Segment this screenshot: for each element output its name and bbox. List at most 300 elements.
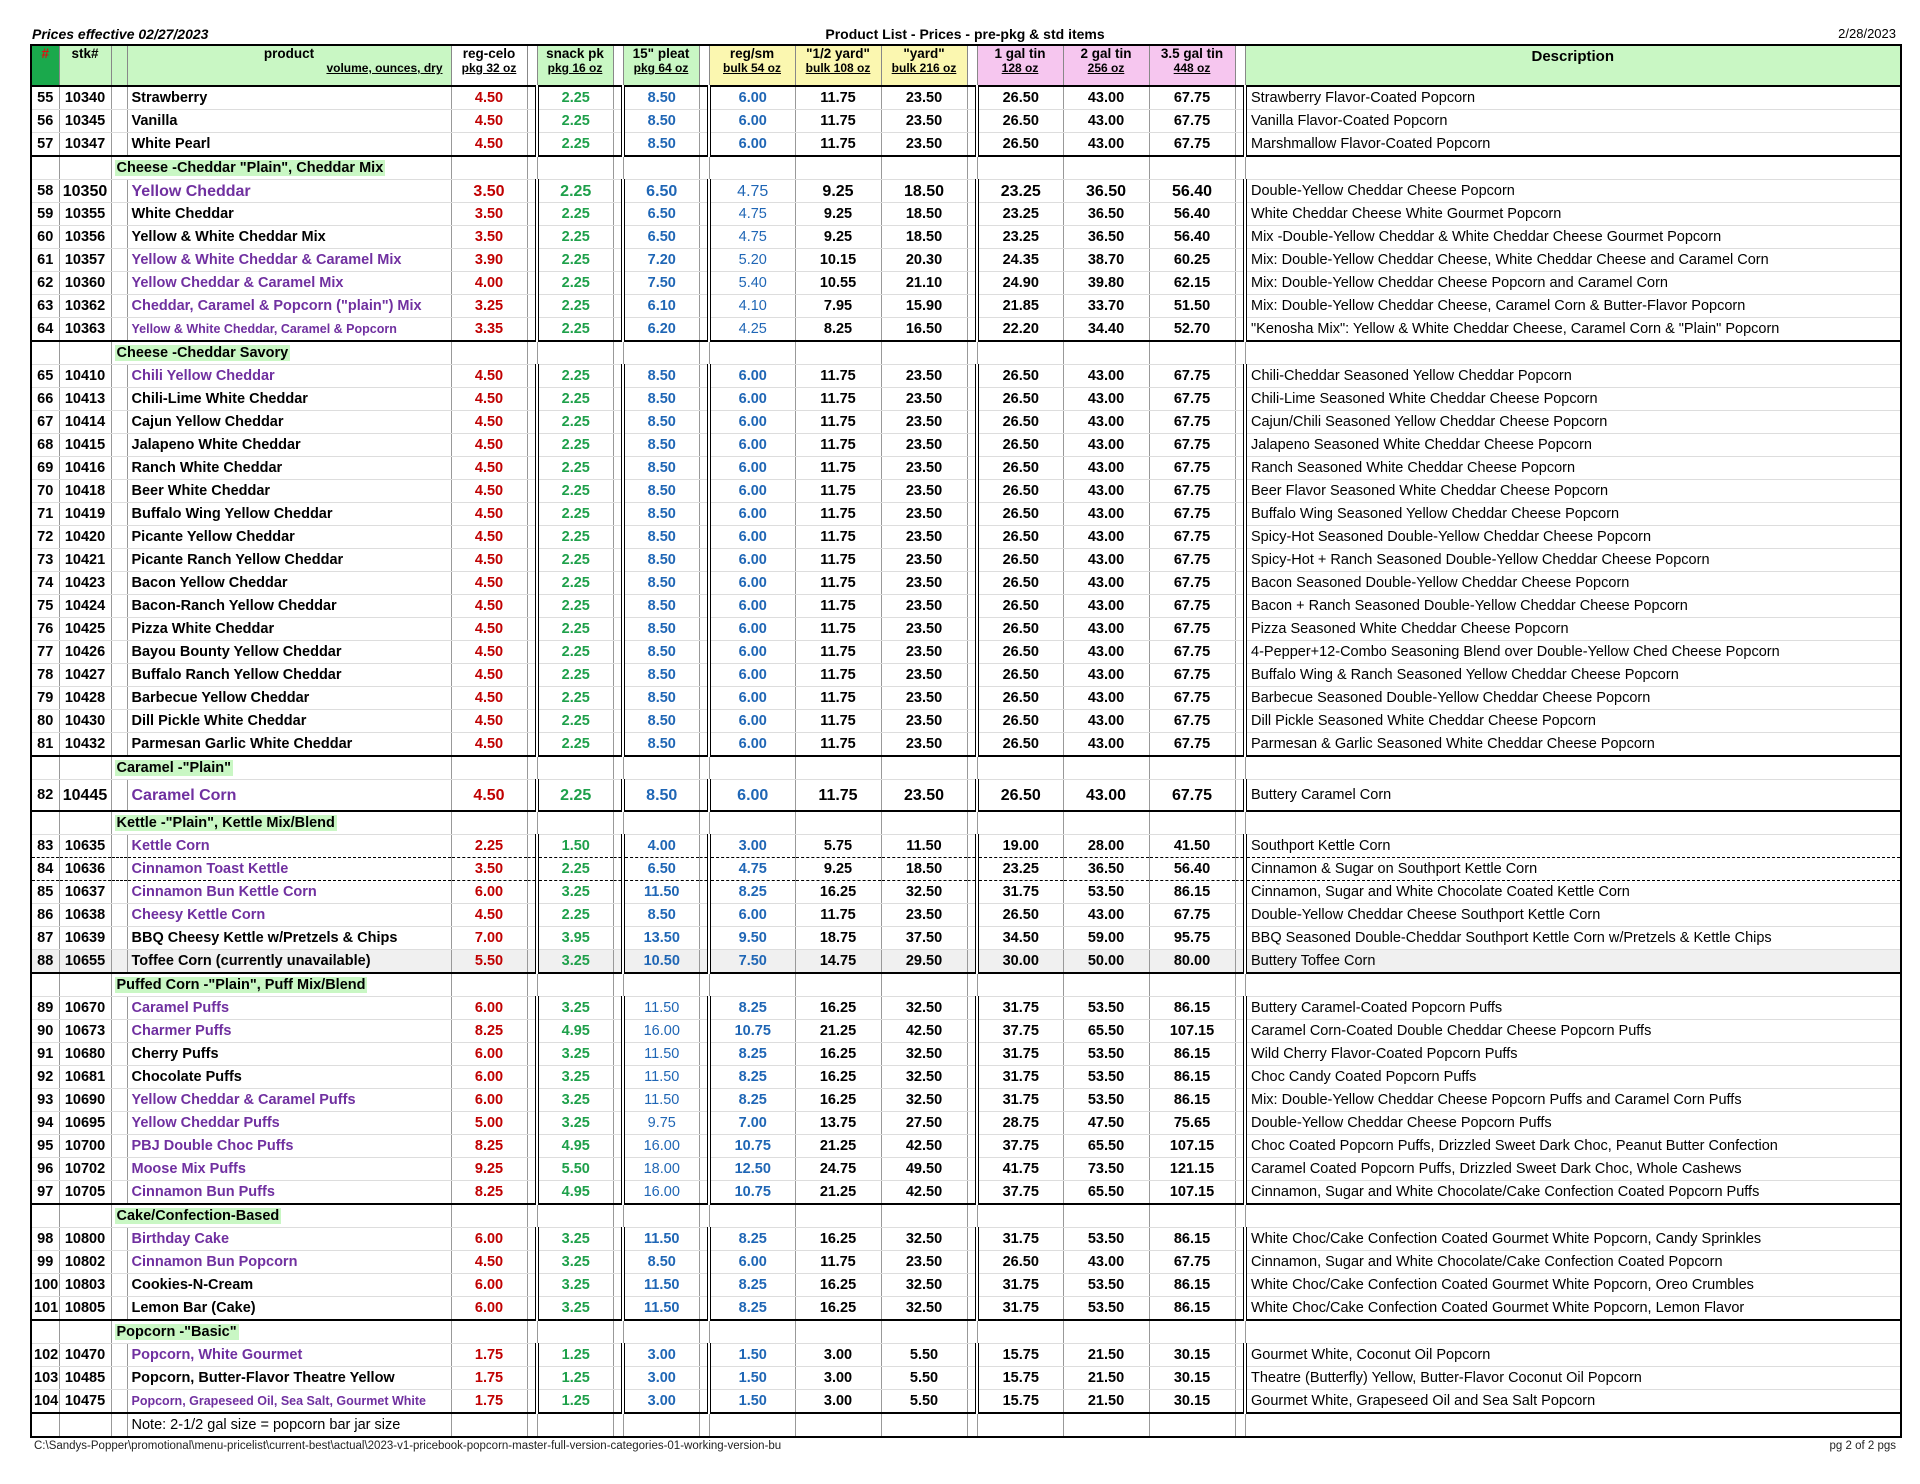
price-cell: 2.25 [537, 411, 613, 434]
product-description: Theatre (Butterfly) Yellow, Butter-Flavor Coconut Oil Popcorn [1245, 1367, 1901, 1390]
separator [699, 203, 709, 226]
cat-blank [1235, 756, 1245, 780]
separator [699, 780, 709, 812]
price-cell: 1.25 [537, 1344, 613, 1367]
price-cell: 43.00 [1063, 687, 1149, 710]
separator [527, 249, 537, 272]
product-row [31, 1228, 1901, 1251]
separator [613, 1112, 623, 1135]
product-row [31, 1020, 1901, 1043]
price-cell: 107.15 [1149, 1020, 1235, 1043]
price-cell: 43.00 [1063, 110, 1149, 133]
price-cell: 67.75 [1149, 1251, 1235, 1274]
price-cell: 8.50 [623, 411, 699, 434]
separator [967, 1020, 977, 1043]
product-name: Bayou Bounty Yellow Cheddar [127, 641, 451, 664]
separator [967, 457, 977, 480]
col-product: product volume, ounces, dry [127, 45, 451, 86]
price-cell: 6.00 [709, 110, 795, 133]
price-cell: 21.10 [881, 272, 967, 295]
separator [1235, 710, 1245, 733]
gap [111, 1181, 127, 1205]
cat-blank [977, 973, 1063, 997]
row-number: 92 [31, 1066, 59, 1089]
price-cell: 11.75 [795, 1251, 881, 1274]
cat-blank [537, 1204, 613, 1228]
cat-blank [527, 756, 537, 780]
price-cell: 2.25 [537, 526, 613, 549]
price-cell: 16.25 [795, 997, 881, 1020]
price-cell: 11.50 [623, 1043, 699, 1066]
price-cell: 8.50 [623, 904, 699, 927]
price-cell: 6.00 [451, 1043, 527, 1066]
price-cell: 53.50 [1063, 1274, 1149, 1297]
row-number: 81 [31, 733, 59, 757]
price-cell: 67.75 [1149, 549, 1235, 572]
separator [527, 180, 537, 203]
separator [613, 411, 623, 434]
separator [967, 203, 977, 226]
separator [699, 710, 709, 733]
price-cell: 26.50 [977, 780, 1063, 812]
price-cell: 4.50 [451, 710, 527, 733]
price-cell: 15.75 [977, 1390, 1063, 1414]
separator [699, 927, 709, 950]
separator [967, 1043, 977, 1066]
price-cell: 86.15 [1149, 1066, 1235, 1089]
product-row [31, 86, 1901, 110]
price-cell: 8.50 [623, 572, 699, 595]
gap [111, 365, 127, 388]
separator [699, 1043, 709, 1066]
col-gal2: 2 gal tin 256 oz [1063, 45, 1149, 86]
page-title: Product List - Prices - pre-pkg & std items [825, 26, 1105, 42]
cat-blank [709, 756, 795, 780]
separator [613, 618, 623, 641]
price-cell: 32.50 [881, 1274, 967, 1297]
cat-blank [795, 1204, 881, 1228]
price-cell: 67.75 [1149, 133, 1235, 157]
separator [699, 1181, 709, 1205]
gap [111, 1158, 127, 1181]
row-number: 100 [31, 1274, 59, 1297]
stock-number: 10803 [59, 1274, 111, 1297]
separator [967, 927, 977, 950]
separator [967, 549, 977, 572]
separator [527, 549, 537, 572]
price-cell: 3.95 [537, 927, 613, 950]
price-cell: 67.75 [1149, 904, 1235, 927]
product-row [31, 549, 1901, 572]
price-cell: 11.75 [795, 411, 881, 434]
gap [111, 858, 127, 881]
price-cell: 2.25 [537, 710, 613, 733]
price-cell: 23.50 [881, 526, 967, 549]
price-cell: 11.50 [881, 835, 967, 858]
separator [527, 1251, 537, 1274]
price-cell: 6.20 [623, 318, 699, 342]
separator [613, 318, 623, 342]
separator [527, 480, 537, 503]
separator [527, 272, 537, 295]
price-cell: 67.75 [1149, 641, 1235, 664]
product-description: BBQ Seasoned Double-Cheddar Southport Kettle Corn w/Pretzels & Kettle Chips [1245, 927, 1901, 950]
price-cell: 9.25 [451, 1158, 527, 1181]
price-cell: 15.90 [881, 295, 967, 318]
category-row [31, 1320, 1901, 1344]
price-cell: 16.00 [623, 1020, 699, 1043]
product-name: Caramel Puffs [127, 997, 451, 1020]
price-cell: 4.50 [451, 503, 527, 526]
stock-number: 10424 [59, 595, 111, 618]
price-cell: 2.25 [537, 664, 613, 687]
col-description: Description [1245, 45, 1901, 86]
cat-blank [1245, 973, 1901, 997]
price-cell: 6.00 [709, 733, 795, 757]
cat-blank [709, 1204, 795, 1228]
separator [613, 687, 623, 710]
product-name: Yellow & White Cheddar Mix [127, 226, 451, 249]
separator [613, 997, 623, 1020]
price-cell: 4.50 [451, 86, 527, 110]
price-cell: 26.50 [977, 595, 1063, 618]
note-blank [795, 1413, 881, 1437]
row-number: 67 [31, 411, 59, 434]
separator [527, 365, 537, 388]
product-description: Bacon + Ranch Seasoned Double-Yellow Cheddar Cheese Popcorn [1245, 595, 1901, 618]
separator [1235, 780, 1245, 812]
price-cell: 14.75 [795, 950, 881, 974]
price-cell: 4.95 [537, 1135, 613, 1158]
price-cell: 6.00 [451, 1066, 527, 1089]
stock-number: 10423 [59, 572, 111, 595]
separator [699, 549, 709, 572]
price-cell: 43.00 [1063, 388, 1149, 411]
price-cell: 24.90 [977, 272, 1063, 295]
price-cell: 5.75 [795, 835, 881, 858]
price-cell: 80.00 [1149, 950, 1235, 974]
separator [1235, 365, 1245, 388]
cat-blank [699, 756, 709, 780]
price-cell: 11.75 [795, 549, 881, 572]
price-cell: 16.25 [795, 1297, 881, 1321]
price-cell: 6.00 [709, 618, 795, 641]
price-cell: 2.25 [537, 503, 613, 526]
product-description: Ranch Seasoned White Cheddar Cheese Popcorn [1245, 457, 1901, 480]
product-row [31, 318, 1901, 342]
price-cell: 3.00 [795, 1390, 881, 1414]
note-blank [451, 1413, 527, 1437]
price-cell: 37.50 [881, 927, 967, 950]
price-cell: 11.75 [795, 526, 881, 549]
product-row [31, 272, 1901, 295]
price-cell: 3.00 [623, 1367, 699, 1390]
cat-blank [613, 156, 623, 180]
stock-number: 10637 [59, 881, 111, 904]
product-description: Buffalo Wing Seasoned Yellow Cheddar Cheese Popcorn [1245, 503, 1901, 526]
price-cell: 43.00 [1063, 904, 1149, 927]
cat-blank [1235, 811, 1245, 835]
stock-number: 10800 [59, 1228, 111, 1251]
cat-blank [451, 341, 527, 365]
separator [699, 272, 709, 295]
note-blank [613, 1413, 623, 1437]
price-cell: 5.50 [881, 1344, 967, 1367]
price-cell: 3.00 [795, 1344, 881, 1367]
price-cell: 4.50 [451, 526, 527, 549]
note-blank [31, 1413, 59, 1437]
price-list-page [30, 24, 1900, 1452]
category-row [31, 973, 1901, 997]
price-cell: 32.50 [881, 1089, 967, 1112]
separator [699, 86, 709, 110]
product-row [31, 1344, 1901, 1367]
price-cell: 23.50 [881, 641, 967, 664]
category-title: Cheese -Cheddar "Plain", Cheddar Mix [116, 159, 384, 176]
cat-stk-blank [59, 973, 111, 997]
price-cell: 6.50 [623, 858, 699, 881]
product-description: Cinnamon, Sugar and White Chocolate/Cake Confection Coated Popcorn Puffs [1245, 1181, 1901, 1205]
separator [699, 1390, 709, 1414]
cat-blank [613, 1320, 623, 1344]
row-number: 63 [31, 295, 59, 318]
separator [967, 1228, 977, 1251]
separator [1235, 318, 1245, 342]
separator [1235, 133, 1245, 157]
product-description: Chili-Cheddar Seasoned Yellow Cheddar Popcorn [1245, 365, 1901, 388]
cat-blank [1063, 341, 1149, 365]
row-number: 90 [31, 1020, 59, 1043]
separator [613, 1020, 623, 1043]
price-cell: 43.00 [1063, 503, 1149, 526]
price-cell: 3.00 [795, 1367, 881, 1390]
gap [111, 687, 127, 710]
separator [1235, 110, 1245, 133]
cat-blank [881, 1204, 967, 1228]
price-cell: 8.25 [451, 1020, 527, 1043]
separator [967, 687, 977, 710]
header-row [31, 45, 1901, 86]
row-number: 80 [31, 710, 59, 733]
price-cell: 21.25 [795, 1135, 881, 1158]
price-cell: 32.50 [881, 1228, 967, 1251]
cat-blank [527, 1320, 537, 1344]
row-number: 104 [31, 1390, 59, 1414]
category-title: Popcorn -"Basic" [116, 1323, 237, 1340]
price-cell: 8.50 [623, 687, 699, 710]
price-cell: 56.40 [1149, 203, 1235, 226]
separator [967, 388, 977, 411]
price-cell: 2.25 [537, 365, 613, 388]
price-cell: 3.25 [451, 295, 527, 318]
price-cell: 4.50 [451, 1251, 527, 1274]
row-number: 103 [31, 1367, 59, 1390]
product-name: Barbecue Yellow Cheddar [127, 687, 451, 710]
price-cell: 16.25 [795, 1228, 881, 1251]
price-cell: 2.25 [537, 318, 613, 342]
category-label [111, 973, 451, 997]
separator [967, 1135, 977, 1158]
separator [613, 1043, 623, 1066]
price-cell: 26.50 [977, 503, 1063, 526]
product-description: Choc Candy Coated Popcorn Puffs [1245, 1066, 1901, 1089]
price-cell: 3.25 [537, 1228, 613, 1251]
row-number: 70 [31, 480, 59, 503]
price-cell: 8.25 [709, 881, 795, 904]
price-cell: 67.75 [1149, 687, 1235, 710]
cat-blank [709, 973, 795, 997]
separator [1235, 950, 1245, 974]
price-cell: 8.25 [709, 1228, 795, 1251]
gap [111, 1251, 127, 1274]
gap [111, 1066, 127, 1089]
separator [699, 1367, 709, 1390]
price-cell: 5.50 [451, 950, 527, 974]
separator [967, 1390, 977, 1414]
separator [527, 904, 537, 927]
price-cell: 8.50 [623, 434, 699, 457]
product-row [31, 664, 1901, 687]
price-cell: 23.50 [881, 365, 967, 388]
row-number: 102 [31, 1344, 59, 1367]
price-cell: 26.50 [977, 687, 1063, 710]
separator [967, 503, 977, 526]
separator [699, 572, 709, 595]
cat-blank [537, 341, 613, 365]
col-num: # [31, 45, 59, 86]
price-cell: 4.95 [537, 1020, 613, 1043]
price-cell: 11.50 [623, 997, 699, 1020]
gap [111, 595, 127, 618]
separator [967, 641, 977, 664]
separator [699, 664, 709, 687]
cat-blank [1235, 973, 1245, 997]
price-cell: 60.25 [1149, 249, 1235, 272]
separator [1235, 1228, 1245, 1251]
price-cell: 8.50 [623, 641, 699, 664]
row-number: 60 [31, 226, 59, 249]
price-cell: 23.50 [881, 618, 967, 641]
price-cell: 21.50 [1063, 1390, 1149, 1414]
gap [111, 526, 127, 549]
separator [967, 365, 977, 388]
cat-stk-blank [59, 341, 111, 365]
stock-number: 10350 [59, 180, 111, 203]
price-cell: 67.75 [1149, 480, 1235, 503]
price-cell: 7.20 [623, 249, 699, 272]
product-name: Parmesan Garlic White Cheddar [127, 733, 451, 757]
price-cell: 43.00 [1063, 365, 1149, 388]
price-cell: 6.00 [451, 1297, 527, 1321]
gap [111, 1043, 127, 1066]
price-cell: 6.00 [709, 388, 795, 411]
note-row [31, 1413, 1901, 1437]
product-name: Bacon-Ranch Yellow Cheddar [127, 595, 451, 618]
separator [967, 710, 977, 733]
gap [111, 1274, 127, 1297]
price-cell: 9.25 [795, 203, 881, 226]
cat-blank [1149, 156, 1235, 180]
price-cell: 2.25 [537, 203, 613, 226]
price-cell: 42.50 [881, 1135, 967, 1158]
price-cell: 22.20 [977, 318, 1063, 342]
separator [699, 1112, 709, 1135]
separator [527, 664, 537, 687]
price-cell: 3.50 [451, 858, 527, 881]
price-cell: 8.25 [709, 1274, 795, 1297]
price-cell: 43.00 [1063, 457, 1149, 480]
price-cell: 37.75 [977, 1181, 1063, 1205]
gap [111, 1367, 127, 1390]
cat-blank [537, 156, 613, 180]
price-cell: 3.25 [537, 997, 613, 1020]
price-cell: 8.50 [623, 710, 699, 733]
separator [967, 1251, 977, 1274]
cat-blank [623, 156, 699, 180]
price-cell: 21.50 [1063, 1367, 1149, 1390]
page-number: pg 2 of 2 pgs [1829, 1440, 1896, 1452]
price-cell: 43.00 [1063, 710, 1149, 733]
price-cell: 23.50 [881, 1251, 967, 1274]
price-cell: 11.50 [623, 881, 699, 904]
gap [111, 780, 127, 812]
stock-number: 10802 [59, 1251, 111, 1274]
price-cell: 23.50 [881, 434, 967, 457]
row-number: 71 [31, 503, 59, 526]
separator [527, 133, 537, 157]
row-number: 91 [31, 1043, 59, 1066]
cat-blank [977, 756, 1063, 780]
separator [527, 434, 537, 457]
gap [111, 881, 127, 904]
product-description: White Cheddar Cheese White Gourmet Popcorn [1245, 203, 1901, 226]
separator [699, 1297, 709, 1321]
product-description: Bacon Seasoned Double-Yellow Cheddar Cheese Popcorn [1245, 572, 1901, 595]
price-cell: 67.75 [1149, 388, 1235, 411]
separator [699, 249, 709, 272]
price-cell: 2.25 [537, 572, 613, 595]
product-description: Dill Pickle Seasoned White Cheddar Cheese Popcorn [1245, 710, 1901, 733]
effective-date: Prices effective 02/27/2023 [32, 26, 209, 42]
price-cell: 43.00 [1063, 1251, 1149, 1274]
separator [527, 226, 537, 249]
separator [699, 180, 709, 203]
price-cell: 8.50 [623, 664, 699, 687]
cat-num-blank [31, 1204, 59, 1228]
note-blank [1149, 1413, 1235, 1437]
price-cell: 67.75 [1149, 434, 1235, 457]
separator [1235, 835, 1245, 858]
price-cell: 6.00 [709, 411, 795, 434]
price-cell: 86.15 [1149, 1043, 1235, 1066]
price-cell: 11.50 [623, 1228, 699, 1251]
separator [699, 411, 709, 434]
price-cell: 13.50 [623, 927, 699, 950]
price-cell: 43.00 [1063, 780, 1149, 812]
product-description: Cinnamon & Sugar on Southport Kettle Corn [1245, 858, 1901, 881]
price-cell: 10.75 [709, 1181, 795, 1205]
stock-number: 10419 [59, 503, 111, 526]
product-row [31, 1135, 1901, 1158]
price-cell: 3.25 [537, 1297, 613, 1321]
product-description: Chili-Lime Seasoned White Cheddar Cheese Popcorn [1245, 388, 1901, 411]
product-row [31, 1367, 1901, 1390]
cat-blank [527, 811, 537, 835]
separator [1235, 1297, 1245, 1321]
price-cell: 67.75 [1149, 733, 1235, 757]
price-cell: 18.00 [623, 1158, 699, 1181]
price-cell: 53.50 [1063, 1228, 1149, 1251]
